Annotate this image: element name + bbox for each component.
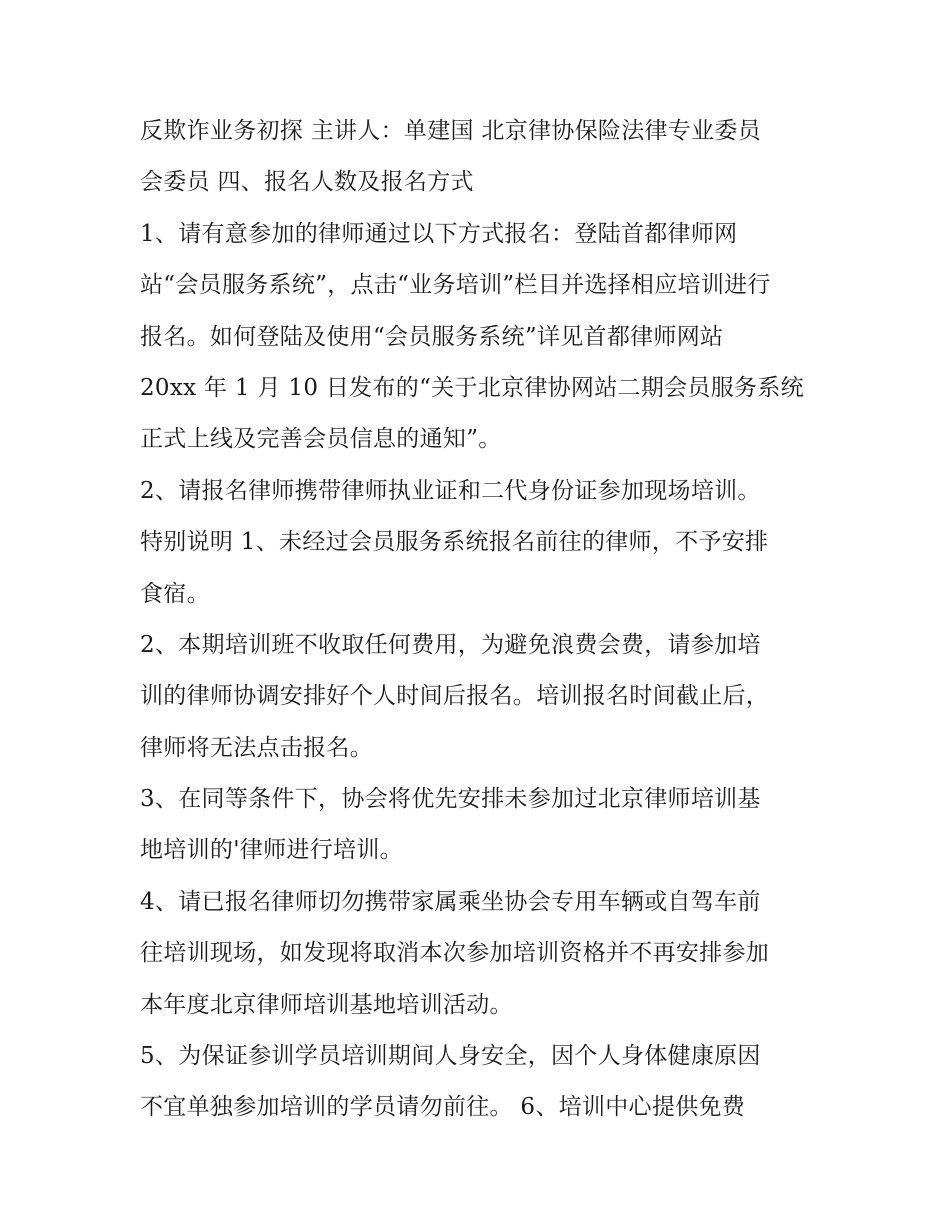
text-line-19: 5、为保证参训学员培训期间人身安全，因个人身体健康原因	[140, 1043, 761, 1070]
text-line-5: 报名。如何登陆及使用“会员服务系统”详见首都律师网站	[140, 323, 724, 350]
text-line-9: 特别说明 1、未经过会员服务系统报名前往的律师，不予安排	[140, 529, 769, 556]
text-line-3: 1、请有意参加的律师通过以下方式报名：登陆首都律师网	[140, 220, 738, 247]
text-line-11: 2、本期培训班不收取任何费用，为避免浪费会费，请参加培	[140, 631, 761, 658]
text-line-15: 地培训的'律师进行培训。	[140, 837, 403, 864]
text-line-6: 20xx 年 1 月 10 日发布的“关于北京律协网站二期会员服务系统	[140, 374, 804, 401]
text-line-4: 站“会员服务系统”，点击“业务培训”栏目并选择相应培训进行	[140, 272, 771, 299]
text-line-16: 4、请已报名律师切勿携带家属乘坐协会专用车辆或自驾车前	[140, 888, 761, 915]
text-line-2: 会委员 四、报名人数及报名方式	[140, 169, 474, 196]
text-line-13: 律师将无法点击报名。	[140, 734, 373, 761]
text-line-1: 反欺诈业务初探 主讲人：单建国 北京律协保险法律专业委员	[140, 118, 762, 144]
document-body	[140, 106, 820, 1134]
text-line-14: 3、在同等条件下，协会将优先安排未参加过北京律师培训基	[140, 786, 761, 813]
text-line-18: 本年度北京律师培训基地培训活动。	[140, 991, 513, 1018]
text-line-10: 食宿。	[140, 580, 210, 607]
text-line-17: 往培训现场，如发现将取消本次参加培训资格并不再安排参加	[140, 940, 770, 967]
text-line-8: 2、请报名律师携带律师执业证和二代身份证参加现场培训。	[140, 477, 761, 504]
text-line-7: 正式上线及完善会员信息的通知”。	[140, 426, 502, 453]
text-line-12: 训的律师协调安排好个人时间后报名。培训报名时间截止后，	[140, 683, 770, 710]
text-line-20: 不宜单独参加培训的学员请勿前往。 6、培训中心提供免费	[140, 1094, 746, 1121]
